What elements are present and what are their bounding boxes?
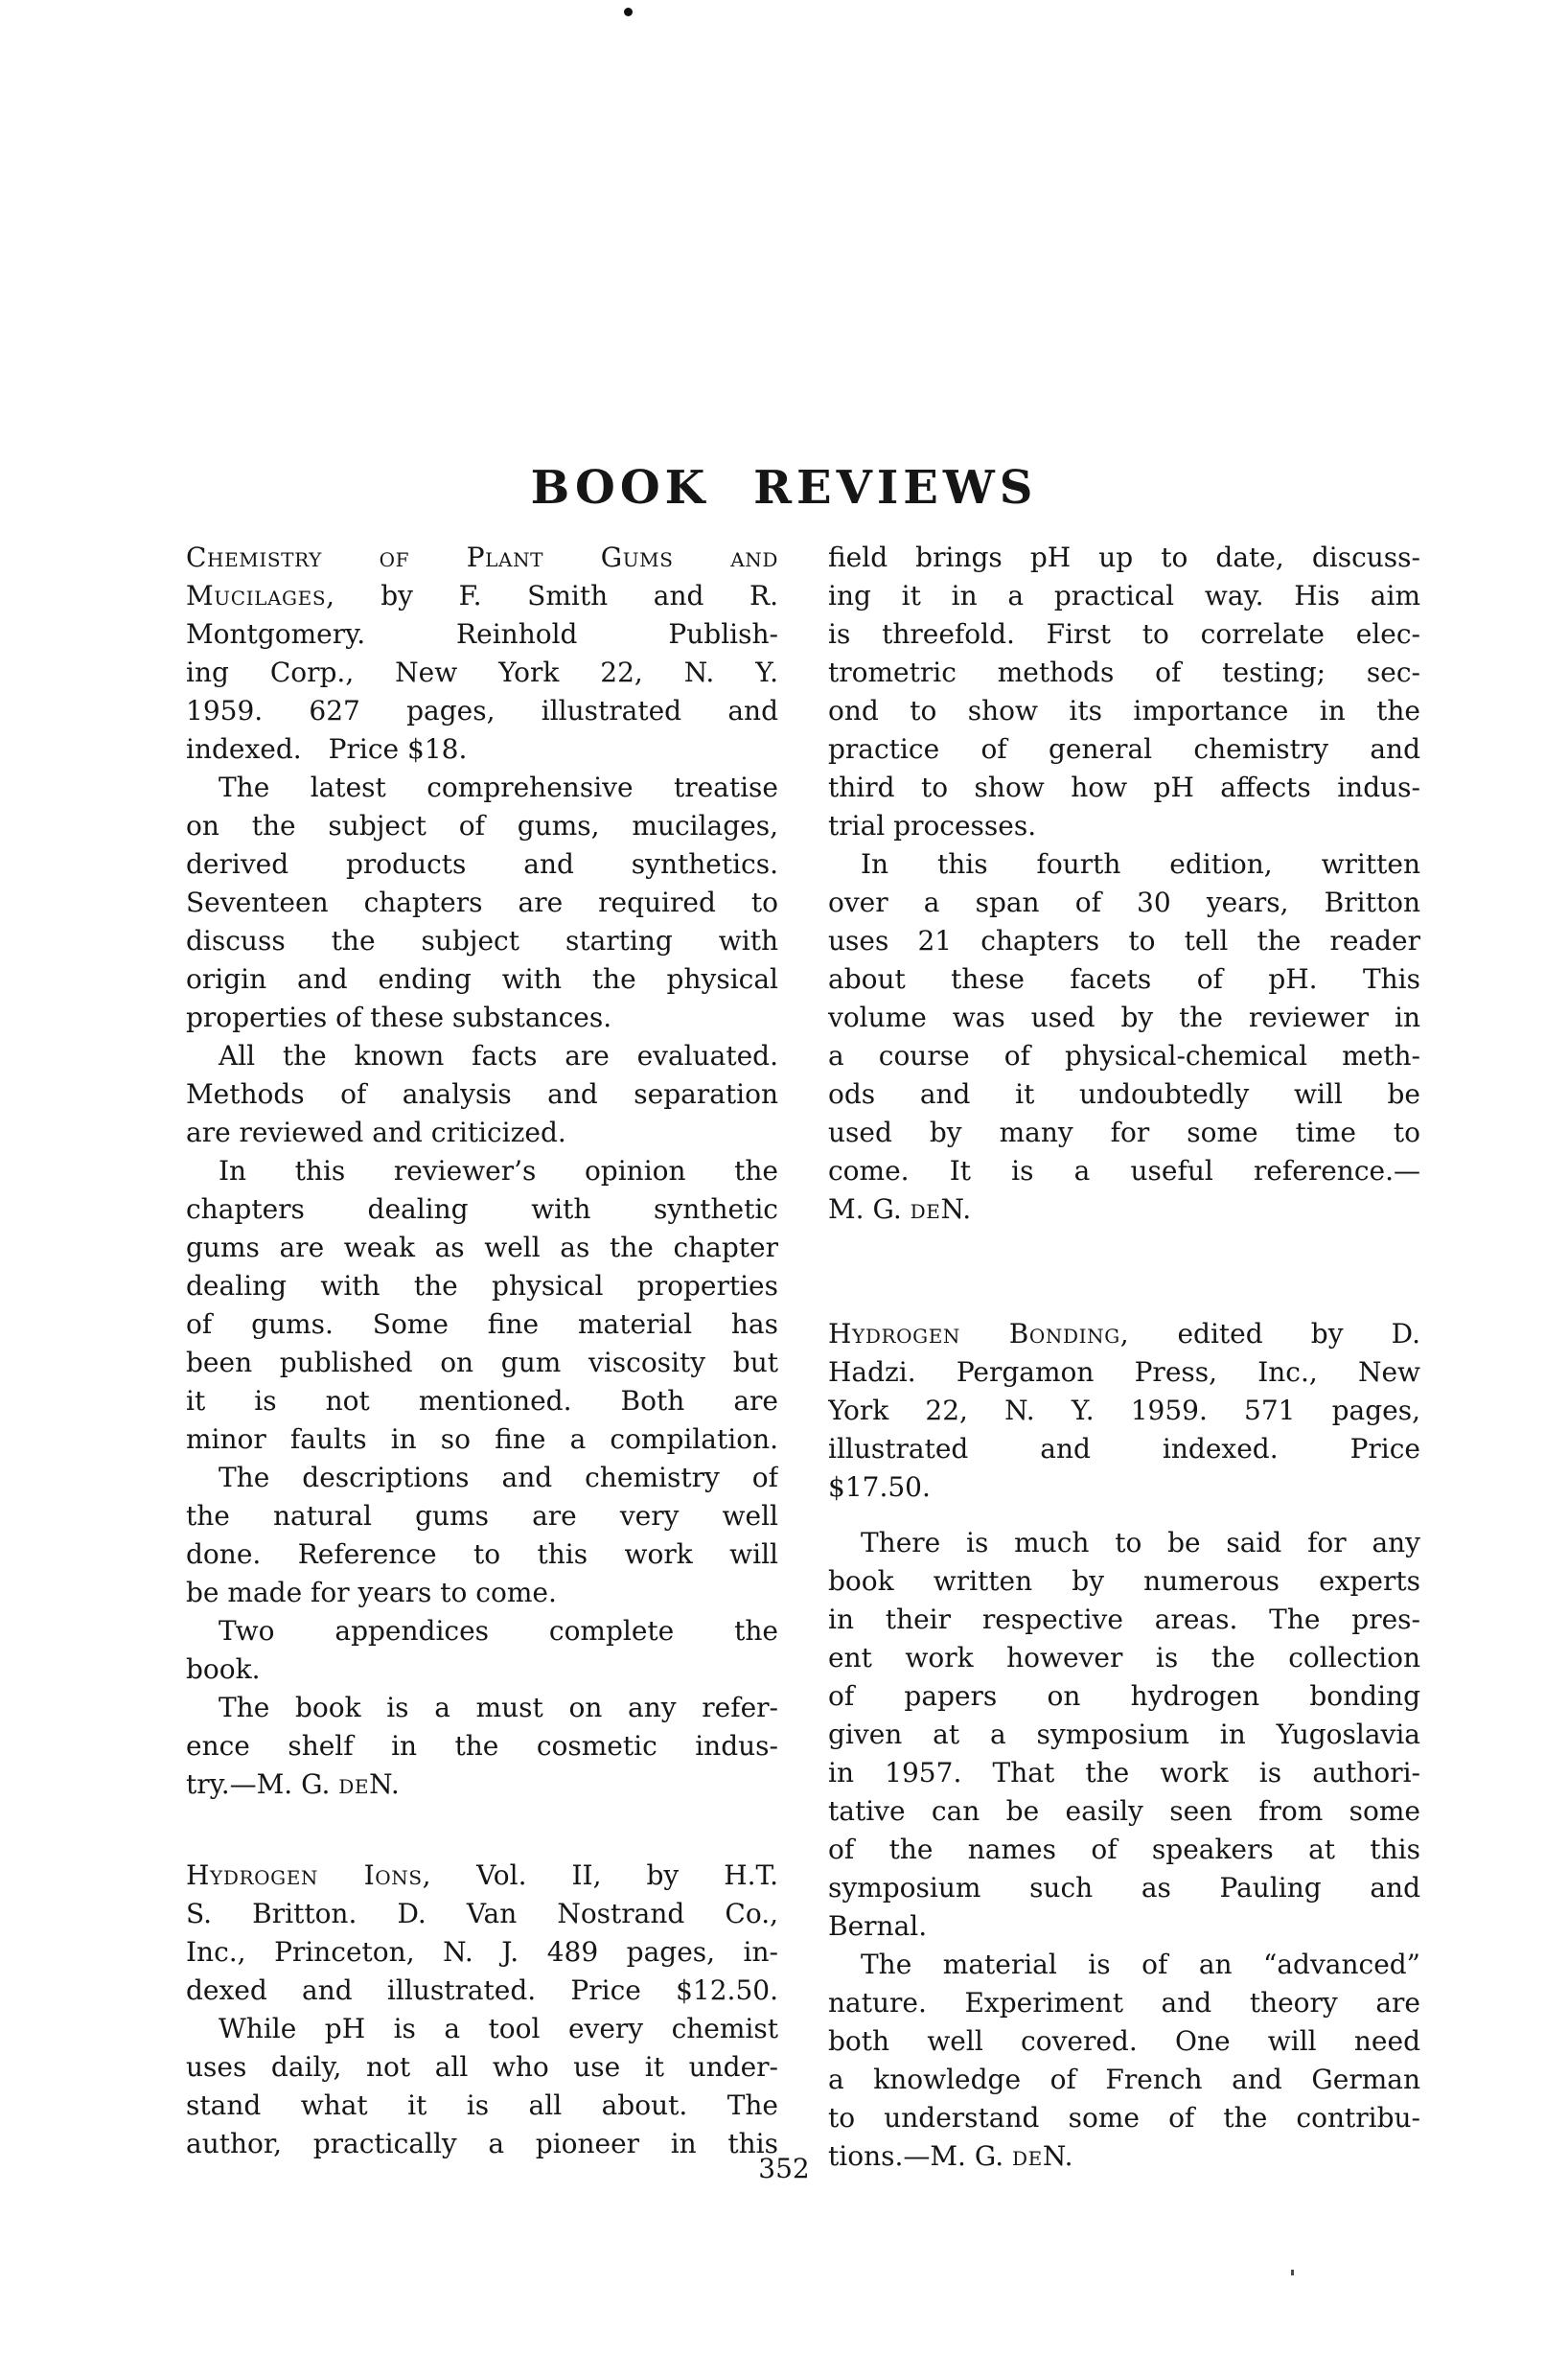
small-caps-text: de — [910, 1193, 941, 1225]
text-line — [828, 1907, 1420, 1946]
body-text: of gums. Some fine material has — [186, 1308, 778, 1340]
body-text: There is much to be said for any — [861, 1527, 1420, 1558]
body-text: tions.—M. G. — [828, 2140, 1013, 2172]
body-text: M. G. — [828, 1193, 911, 1225]
text-line — [828, 1075, 1420, 1114]
text-line — [828, 692, 1420, 730]
text-line — [186, 922, 778, 960]
body-text: edited by D. — [1129, 1318, 1420, 1350]
text-line — [828, 1601, 1420, 1639]
text-line — [828, 1468, 1420, 1507]
body-text: dexed and illustrated. Price $12.50. — [186, 1974, 778, 2006]
text-line — [186, 1612, 778, 1650]
plant-gums-para-1 — [186, 769, 778, 1037]
text-line — [828, 922, 1420, 960]
body-text: tative can be easily seen from some — [828, 1795, 1420, 1827]
text-line — [186, 1344, 778, 1382]
body-text: 1959. 627 pages, illustrated and — [186, 695, 778, 727]
text-line — [828, 845, 1420, 884]
text-line — [186, 1114, 778, 1152]
text-line — [186, 1229, 778, 1267]
body-text: to understand some of the contribu- — [828, 2102, 1420, 2134]
text-line — [186, 1857, 778, 1895]
plant-gums-para-5 — [186, 1612, 778, 1689]
body-text: minor faults in so fine a compilation. — [186, 1423, 778, 1455]
hydrogen-ions-para-1-continued — [828, 539, 1420, 845]
body-text: uses 21 chapters to tell the reader — [828, 925, 1420, 957]
text-line — [186, 1267, 778, 1305]
text-line — [186, 1420, 778, 1459]
body-text: book written by numerous experts — [828, 1565, 1420, 1597]
hydrogen-bonding-para-2-signed — [828, 1946, 1420, 2176]
left-column — [186, 539, 778, 2163]
scan-ink-speck-bottom — [1291, 2270, 1294, 2275]
body-text: dealing with the physical properties — [186, 1270, 778, 1302]
body-text: indexed. Price $18. — [186, 733, 468, 765]
text-line — [828, 807, 1420, 845]
scan-ink-speck-top — [624, 8, 633, 16]
text-line — [828, 1114, 1420, 1152]
body-text: book. — [186, 1653, 261, 1685]
text-line — [186, 1689, 778, 1727]
body-text: volume was used by the reviewer in — [828, 1002, 1420, 1033]
text-line — [828, 2022, 1420, 2061]
text-line — [828, 1639, 1420, 1677]
citation-hydrogen-bonding — [828, 1315, 1420, 1507]
body-text: ing it in a practical way. His aim — [828, 580, 1420, 612]
body-text: come. It is a useful reference.— — [828, 1155, 1420, 1187]
body-text: practice of general chemistry and — [828, 733, 1420, 765]
text-line — [828, 1190, 1420, 1229]
body-text: uses daily, not all who use it under- — [186, 2051, 778, 2083]
body-text: try.—M. G. — [186, 1768, 339, 1800]
body-text: it is not mentioned. Both are — [186, 1385, 778, 1417]
body-text: origin and ending with the physical — [186, 963, 778, 995]
text-line — [186, 884, 778, 922]
body-text: ent work however is the collection — [828, 1642, 1420, 1673]
body-text: about these facets of pH. This — [828, 963, 1420, 995]
body-text: both well covered. One will need — [828, 2025, 1420, 2057]
text-line — [186, 1535, 778, 1574]
body-text: gums are weak as well as the chapter — [186, 1232, 778, 1263]
body-text: ond to show its importance in the — [828, 695, 1420, 727]
body-text: The material is of an “advanced” — [861, 1949, 1420, 1980]
body-text: author, practically a pioneer in this — [186, 2128, 778, 2159]
text-line — [186, 654, 778, 692]
text-line — [828, 1946, 1420, 1984]
text-line — [186, 960, 778, 999]
body-text: Two appendices complete the — [219, 1615, 778, 1647]
small-caps-text: Hydrogen Bonding, — [828, 1318, 1130, 1350]
text-line — [186, 845, 778, 884]
text-line — [828, 1524, 1420, 1562]
body-text: in their respective areas. The pres- — [828, 1604, 1420, 1635]
text-line — [186, 1727, 778, 1766]
text-line — [828, 769, 1420, 807]
body-text: is threefold. First to correlate elec- — [828, 618, 1420, 650]
body-text: ods and it undoubtedly will be — [828, 1078, 1420, 1110]
text-line — [828, 1430, 1420, 1468]
body-text: by F. Smith and R. — [334, 580, 778, 612]
body-text: nature. Experiment and theory are — [828, 1987, 1420, 2019]
plant-gums-para-3 — [186, 1152, 778, 1459]
text-line — [828, 1984, 1420, 2022]
body-text: In this fourth edition, written — [861, 848, 1420, 880]
body-text: N. — [369, 1768, 400, 1800]
body-text: Vol. II, by H.T. — [431, 1859, 778, 1891]
text-line — [186, 2010, 778, 2048]
page-title: BOOK REVIEWS — [530, 461, 1038, 516]
text-line — [186, 1037, 778, 1075]
text-line — [828, 1831, 1420, 1869]
text-line — [186, 692, 778, 730]
citation-plant-gums — [186, 539, 778, 769]
text-line — [828, 2061, 1420, 2099]
text-line — [186, 1933, 778, 1972]
body-text: Montgomery. Reinhold Publish- — [186, 618, 778, 650]
body-text: the natural gums are very well — [186, 1500, 778, 1532]
body-text: illustrated and indexed. Price — [828, 1433, 1420, 1465]
text-line — [828, 539, 1420, 577]
body-text: trial processes. — [828, 810, 1037, 842]
text-line — [186, 539, 778, 577]
citation-hydrogen-ions — [186, 1857, 778, 2010]
body-text: on the subject of gums, mucilages, — [186, 810, 778, 842]
text-line — [186, 1972, 778, 2010]
text-line — [828, 1716, 1420, 1754]
text-line — [828, 999, 1420, 1037]
body-text: York 22, N. Y. 1959. 571 pages, — [828, 1395, 1420, 1426]
body-text: Methods of analysis and separation — [186, 1078, 778, 1110]
body-text: chapters dealing with synthetic — [186, 1193, 778, 1225]
text-line — [186, 1650, 778, 1689]
body-text: field brings pH up to date, discuss- — [828, 542, 1420, 573]
text-line — [186, 1152, 778, 1190]
body-text: over a span of 30 years, Britton — [828, 887, 1420, 918]
body-text: ing Corp., New York 22, N. Y. — [186, 657, 778, 688]
text-line — [186, 1190, 778, 1229]
body-text: been published on gum viscosity but — [186, 1347, 778, 1378]
body-text: Seventeen chapters are required to — [186, 887, 778, 918]
text-line — [186, 1382, 778, 1420]
hydrogen-bonding-para-1 — [828, 1524, 1420, 1946]
body-text: S. Britton. D. Van Nostrand Co., — [186, 1898, 778, 1929]
text-line — [186, 615, 778, 654]
body-text: used by many for some time to — [828, 1117, 1420, 1148]
page-number: 352 — [758, 2153, 810, 2184]
text-line — [828, 1037, 1420, 1075]
text-line — [828, 2099, 1420, 2137]
text-line — [186, 577, 778, 615]
text-line — [186, 1766, 778, 1804]
text-line — [828, 1152, 1420, 1190]
body-text: The descriptions and chemistry of — [219, 1462, 778, 1493]
body-text: Inc., Princeton, N. J. 489 pages, in- — [186, 1936, 778, 1968]
text-line — [828, 1392, 1420, 1430]
body-text: of papers on hydrogen bonding — [828, 1680, 1420, 1712]
text-line — [828, 1562, 1420, 1601]
body-text: Bernal. — [828, 1910, 928, 1942]
body-text: All the known facts are evaluated. — [219, 1040, 778, 1072]
small-caps-text: Chemistry of Plant Gums and — [186, 542, 778, 573]
small-caps-text: de — [338, 1768, 370, 1800]
hydrogen-ions-para-1 — [186, 2010, 778, 2163]
text-line — [186, 807, 778, 845]
plant-gums-para-4 — [186, 1459, 778, 1612]
body-text: symposium such as Pauling and — [828, 1872, 1420, 1904]
body-text: $17.50. — [828, 1471, 931, 1503]
text-line — [828, 654, 1420, 692]
text-line — [186, 1075, 778, 1114]
body-text: done. Reference to this work will — [186, 1538, 778, 1570]
small-caps-text: de — [1012, 2140, 1043, 2172]
text-line — [828, 1792, 1420, 1831]
small-caps-text: Mucilages, — [186, 580, 335, 612]
plant-gums-para-2 — [186, 1037, 778, 1152]
body-text: in 1957. That the work is authori- — [828, 1757, 1420, 1789]
body-text: given at a symposium in Yugoslavia — [828, 1719, 1420, 1750]
text-line — [186, 1574, 778, 1612]
text-line — [828, 884, 1420, 922]
body-text: In this reviewer’s opinion the — [219, 1155, 778, 1187]
text-line — [186, 730, 778, 769]
body-text: discuss the subject starting with — [186, 925, 778, 957]
text-line — [186, 1459, 778, 1497]
body-text: ence shelf in the cosmetic indus- — [186, 1730, 778, 1762]
body-text: be made for years to come. — [186, 1577, 557, 1608]
body-text: N. — [1042, 2140, 1073, 2172]
body-text: The latest comprehensive treatise — [219, 772, 778, 803]
plant-gums-para-6-signed — [186, 1689, 778, 1804]
text-line — [828, 1869, 1420, 1907]
hydrogen-ions-para-2-signed — [828, 845, 1420, 1229]
body-text: N. — [940, 1193, 972, 1225]
text-line — [828, 615, 1420, 654]
text-line — [828, 1754, 1420, 1792]
text-line — [828, 577, 1420, 615]
body-text: are reviewed and criticized. — [186, 1117, 566, 1148]
body-text: While pH is a tool every chemist — [219, 2013, 778, 2044]
small-caps-text: Hydrogen Ions, — [186, 1859, 432, 1891]
body-text: a knowledge of French and German — [828, 2064, 1420, 2095]
text-line — [828, 960, 1420, 999]
body-text: Hadzi. Pergamon Press, Inc., New — [828, 1356, 1420, 1388]
body-text: of the names of speakers at this — [828, 1834, 1420, 1865]
text-line — [828, 1353, 1420, 1392]
body-text: stand what it is all about. The — [186, 2089, 778, 2121]
text-line — [186, 1895, 778, 1933]
body-text: The book is a must on any refer- — [219, 1692, 778, 1723]
text-line — [186, 2048, 778, 2087]
body-text: properties of these substances. — [186, 1002, 612, 1033]
text-line — [828, 730, 1420, 769]
right-column — [828, 539, 1420, 2176]
text-line — [186, 769, 778, 807]
body-text: trometric methods of testing; sec- — [828, 657, 1420, 688]
text-line — [828, 1315, 1420, 1353]
text-line — [186, 1305, 778, 1344]
text-line — [186, 999, 778, 1037]
text-line — [828, 1677, 1420, 1716]
body-text: derived products and synthetics. — [186, 848, 778, 880]
text-line — [186, 1497, 778, 1535]
body-text: third to show how pH affects indus- — [828, 772, 1420, 803]
body-text: a course of physical-chemical meth- — [828, 1040, 1420, 1072]
text-line — [186, 2087, 778, 2125]
